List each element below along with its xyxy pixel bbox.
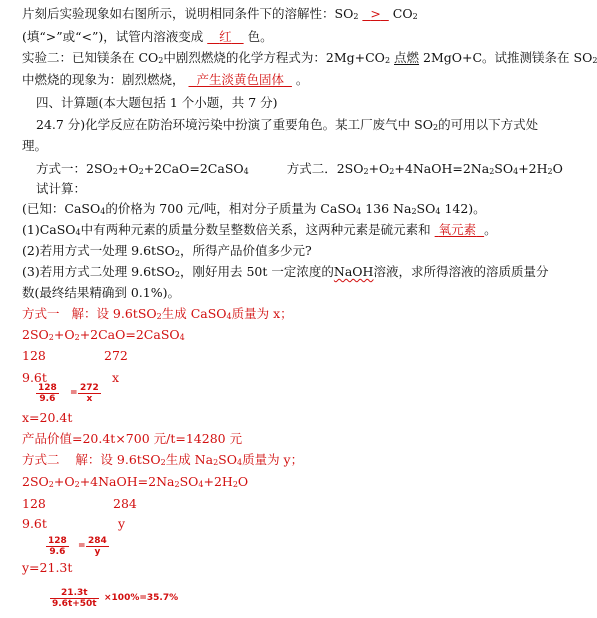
- product-value: [22, 431, 242, 447]
- subscript: 2: [363, 167, 369, 176]
- fraction-denominator: 9.6t+50t: [52, 599, 97, 609]
- text: 解：设 9.6tSO: [75, 452, 161, 467]
- subscript: 2: [213, 458, 219, 467]
- subscript: 4: [243, 167, 249, 176]
- text-line: [22, 72, 308, 88]
- unknown-x: [112, 370, 119, 386]
- text: 试计算：: [36, 181, 87, 196]
- fraction: [46, 536, 69, 557]
- subscript: 2: [74, 480, 80, 489]
- text: +2H: [518, 161, 548, 176]
- subscript: 4: [75, 228, 81, 237]
- subscript: 2: [384, 56, 391, 65]
- text: 方式一：2SO: [36, 161, 113, 176]
- subscript: 2: [138, 167, 144, 176]
- subscript: 2: [48, 333, 54, 342]
- text: +O: [53, 474, 75, 489]
- fraction: [86, 536, 109, 557]
- x-result: [22, 410, 72, 426]
- text: 数(最终结果精确到 0.1%)。: [22, 285, 180, 300]
- fraction: [36, 383, 59, 404]
- text: 136 Na: [365, 201, 412, 216]
- text: NaOH: [333, 264, 374, 279]
- text: +2CaO=2CaSO: [79, 327, 180, 342]
- fraction-numerator: 128: [48, 536, 67, 546]
- subscript: 2: [389, 167, 395, 176]
- text: 。: [484, 222, 497, 237]
- text: O: [552, 161, 563, 176]
- subscript: 4: [100, 207, 106, 216]
- text: 128: [22, 348, 46, 363]
- y-result: [22, 560, 72, 576]
- method-label: 方式一: [22, 306, 60, 321]
- text: ×100%=35.7%: [104, 593, 179, 603]
- text: (已知：CaSO: [22, 201, 101, 216]
- text: 272: [104, 348, 128, 363]
- text: +4NaOH=2Na: [394, 161, 490, 176]
- text: 色。: [247, 29, 273, 44]
- text: ，刚好用去 50t 一定浓度的: [180, 264, 334, 279]
- text: 284: [113, 496, 137, 511]
- text-line: [22, 243, 312, 262]
- text-line: [22, 222, 497, 241]
- answer-text: 产生淡黄色固体: [196, 72, 284, 87]
- fraction-denominator: y: [86, 546, 109, 557]
- text-line: [36, 117, 538, 136]
- text: SO: [416, 201, 436, 216]
- text: x: [112, 370, 120, 385]
- text: 生成 Na: [165, 452, 214, 467]
- text: y: [118, 516, 126, 531]
- text-line: [22, 29, 273, 45]
- text: 128: [22, 496, 46, 511]
- text: (1)CaSO: [22, 222, 76, 237]
- text: +O: [53, 327, 75, 342]
- text: 质量为 y；: [242, 452, 304, 467]
- solution-line: [22, 306, 293, 325]
- fraction-numerator: 284: [88, 536, 107, 546]
- text: 质量为 x；: [231, 306, 293, 321]
- subscript: 2: [158, 56, 164, 65]
- text: 24.7 分)化学反应在防治环境污染中扮演了重要角色。某工厂废气中 SO: [36, 117, 433, 132]
- subscript: 2: [174, 249, 180, 258]
- text-line: [22, 6, 418, 25]
- text: 理。: [22, 138, 48, 153]
- answer-text: 氧元素: [438, 222, 477, 237]
- subscript: 4: [356, 207, 362, 216]
- text: +O: [368, 161, 390, 176]
- subscript: 2: [232, 480, 238, 489]
- given-mass: [22, 516, 47, 532]
- text: 中剧烈燃烧的化学方程式为：2Mg+CO: [163, 50, 385, 65]
- answer-blank: [362, 6, 388, 21]
- method-label: 方式二: [22, 452, 60, 467]
- text: +2CaO=2CaSO: [143, 161, 244, 176]
- equals-sign: =: [70, 388, 78, 398]
- subscript: 4: [226, 312, 232, 321]
- molar-mass-284: [113, 496, 137, 512]
- subscript: 2: [353, 12, 359, 21]
- subscript: 4: [513, 167, 519, 176]
- fraction-numerator: 272: [80, 383, 99, 393]
- text: 方式二．2SO: [286, 161, 364, 176]
- text: +4NaOH=2Na: [79, 474, 175, 489]
- text: 2SO: [22, 474, 49, 489]
- text: +O: [117, 161, 139, 176]
- text: 产品价值=20.4t×700 元/t=14280 元: [22, 431, 243, 446]
- fraction: [78, 383, 101, 404]
- text: 。: [295, 72, 309, 87]
- text: SO: [218, 452, 237, 467]
- text: 142)。: [444, 201, 486, 216]
- text: 的价格为 700 元/吨，相对分子质量为 CaSO: [105, 201, 357, 216]
- text: 2MgO+C。试推测镁条在 SO: [423, 50, 593, 65]
- text-line: [36, 161, 563, 180]
- answer-text: >: [370, 6, 381, 21]
- equals-sign: =: [78, 541, 86, 551]
- fraction-numerator: 128: [38, 383, 57, 393]
- subscript: 2: [174, 480, 180, 489]
- subscript: 2: [112, 167, 118, 176]
- text: 中燃烧的现象为：剧烈燃烧，: [22, 72, 185, 87]
- text: 实验二：已知镁条在 CO: [22, 50, 159, 65]
- fraction-denominator: 9.6: [36, 393, 59, 404]
- solution-equation: [22, 327, 185, 346]
- text: x=20.4t: [22, 410, 73, 425]
- subscript: 2: [411, 207, 417, 216]
- text-line: [36, 181, 86, 197]
- subscript: 2: [412, 12, 418, 21]
- text: 9.6t: [22, 370, 47, 385]
- subscript: 2: [74, 333, 80, 342]
- text: SO: [179, 474, 199, 489]
- subscript: 2: [174, 270, 180, 279]
- section-heading: [36, 95, 278, 111]
- text-line: [22, 50, 597, 69]
- text: 的可用以下方式处: [438, 117, 539, 132]
- molar-mass-128: [22, 348, 46, 364]
- text: 溶液，求所得溶液的溶质质量分: [373, 264, 549, 279]
- text: +2H: [203, 474, 233, 489]
- fraction-denominator: x: [78, 393, 101, 404]
- answer-text: 红: [219, 29, 232, 44]
- text-line: [22, 264, 548, 283]
- subscript: 2: [160, 458, 166, 467]
- subscript: 2: [432, 123, 439, 132]
- text: 解：设 9.6tSO: [71, 306, 157, 321]
- text: SO: [494, 161, 514, 176]
- fraction-denominator: 9.6: [46, 546, 69, 557]
- text: (2)若用方式一处理 9.6tSO: [22, 243, 175, 258]
- text-line: [22, 201, 486, 220]
- text: 2SO: [22, 327, 49, 342]
- text: 生成 CaSO: [161, 306, 227, 321]
- text: 四、计算题(本大题包括 1 个小题，共 7 分): [36, 95, 278, 110]
- text-line: [22, 285, 180, 301]
- text: ，所得产品价值多少元?: [180, 243, 312, 258]
- text: O: [237, 474, 249, 489]
- subscript: 4: [198, 480, 204, 489]
- answer-blank: [435, 222, 484, 237]
- text: (填“>”或“<”)，试管内溶液变成: [22, 29, 204, 44]
- answer-blank: [207, 29, 243, 44]
- text: (3)若用方式二处理 9.6tSO: [22, 264, 175, 279]
- subscript: 2: [48, 480, 54, 489]
- solution-line: [22, 452, 303, 471]
- fraction-numerator: 21.3t: [61, 588, 88, 598]
- text: y=21.3t: [22, 560, 73, 575]
- text: 中有两种元素的质量分数呈整数倍关系，这两种元素是硫元素和: [80, 222, 431, 237]
- percentage-result: [104, 593, 178, 603]
- text: CO: [392, 6, 413, 21]
- subscript: 4: [236, 458, 243, 467]
- fraction: [50, 588, 99, 609]
- answer-blank: [189, 72, 292, 87]
- molar-mass-128: [22, 496, 46, 512]
- subscript: 4: [435, 207, 441, 216]
- subscript: 2: [592, 56, 597, 65]
- reaction-condition: 点燃: [394, 50, 420, 65]
- subscript: 2: [156, 312, 162, 321]
- subscript: 4: [179, 333, 185, 342]
- unknown-y: [118, 516, 125, 532]
- solution-equation: [22, 474, 248, 493]
- subscript: 2: [489, 167, 495, 176]
- subscript: 2: [547, 167, 553, 176]
- molar-mass-272: [104, 348, 128, 364]
- text: 9.6t: [22, 516, 47, 531]
- text-line: [22, 138, 47, 154]
- text: 片刻后实验现象如右图所示，说明相同条件下的溶解性：SO: [22, 6, 354, 21]
